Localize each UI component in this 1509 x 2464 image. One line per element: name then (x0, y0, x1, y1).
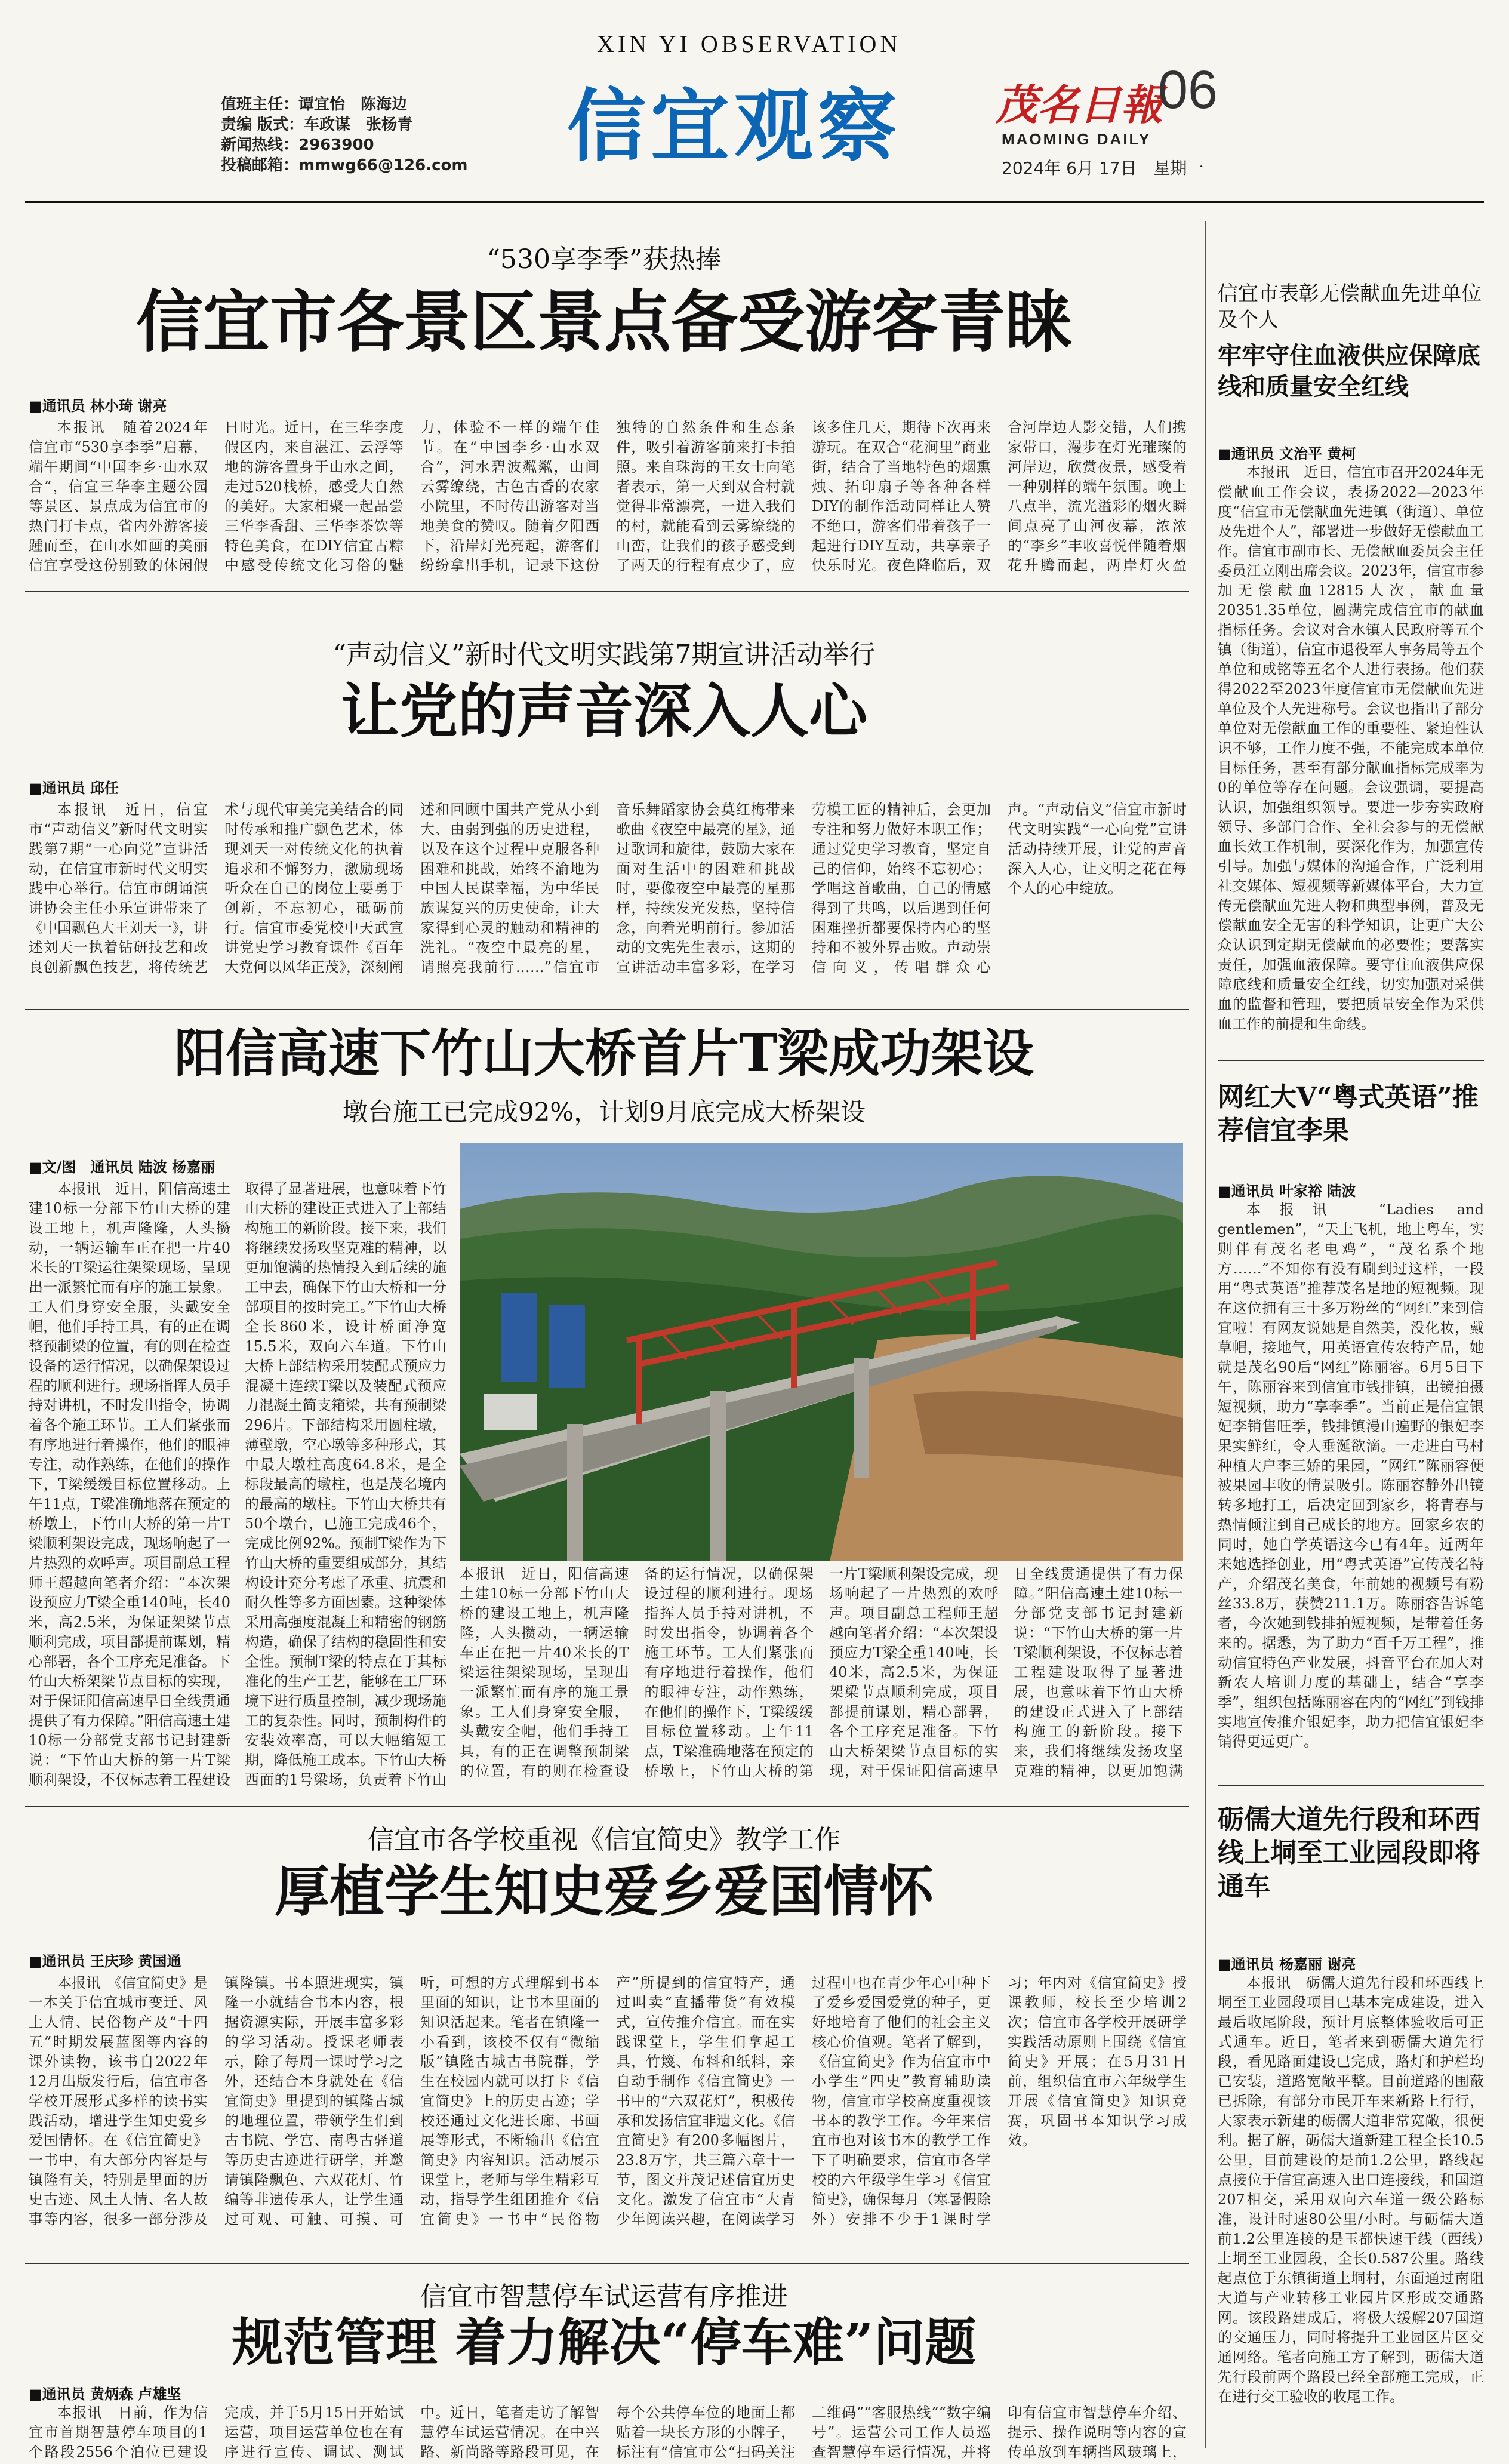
parking-text: 本报讯 日前，作为信宜市首期智慧停车项目的1个路段2556个泊位已建设完成，并于5月15日开始试运营，项目运营单位也在有序进行宣传、调试、测试中。近日，笔者走访了解智慧停车试运营情况。在中兴路、新尚路等路段可见，在每个公共停车位的地面上都贴着一块长方形的小牌子，标注有“信宜市公“扫码关注二维码”“客服热线”“数字编号”。运营公司工作人员巡查智慧停车运行情况，并将印有信宜市智慧停车介绍、提示、操作说明等内容的宣传单放到车辆挡风玻璃上， (29, 2404, 1187, 2460)
masthead (0, 0, 1509, 203)
history-byline: ■通讯员 王庆珍 黄国通 (29, 1953, 181, 1970)
bridge-headline: 阳信高速下竹山大桥首片T梁成功架设 (174, 1023, 1034, 1084)
bridge-text-cont: 本报讯 近日，阳信高速土建10标一分部下竹山大桥的建设工地上，机声隆隆，人头攒动，一辆运输车正在把一片40米长的T梁运往架梁现场，呈现出一派繁忙而有序的施工景象。工人们身穿安全服，头戴安全帽，他们手持工具，有的正在调整预制梁的位置，有的则在检查设备的运行情况，以确保架设过程的顺利进行。现场指挥人员手持对讲机，不时发出指令，协调着各个施工环节。工人们紧张而有序地进行着操作，他们的眼神专注，动作熟练，在他们的操作下，T梁缓缓目标位置移动。上午11点，T梁准确地落在预定的桥墩上，下竹山大桥的第一片T梁顺利架设完成，现场响起了一片热烈的欢呼声。项目副总工程师王超越向笔者介绍：“本次架设预应力T梁全重140吨，长40米，高2.5米，为保证架梁节点顺利完成，项目部提前谋划，精心部署，各个工序充足准备。下竹山大桥架梁节点目标的实现，对于保证阳信高速早日全线贯通提供了有力保障。”阳信高速土建10标一分部党支部书记封建新说：“下竹山大桥的第一片T梁顺利架设，不仅标志着工程建设取得了显著进展，也意味着下竹山大桥的建设正式进入了上部结构施工的新阶段。接下来，我们将继续发扬攻坚克难的精神，以更加饱满 (460, 1565, 1183, 1779)
parking-kicker: 信宜市智慧停车试运营有序推进 (420, 2281, 788, 2312)
tourism-kicker: “530享李季”获热捧 (486, 244, 722, 275)
staff-editors: 责编 版式：车政谋 张杨青 (221, 116, 413, 134)
party-byline: ■通讯员 邱任 (29, 780, 119, 796)
party-kicker: “声动信义”新时代文明实践第7期宣讲活动举行 (332, 639, 876, 670)
road-text: 本报讯 砺儒大道先行段和环西线上垌至工业园段项目已基本完成建设，进入最后收尾阶段，预计月底整体验收后可正式通车。近日，笔者来到砺儒大道先行段，看见路面建设已完成，路灯和护栏均已安装，道路宽敞平整。目前道路的围蔽已拆除，有部分市民开车来新路上行行，大家表示新建的砺儒大道非常宽敞，很便利。据了解，砺儒大道新建工程全长10.5公里，目前建设的是前1.2公里，路线起点接位于信宜高速入出口连接线，和国道207相交，采用双向六车道一级公路标准，设计时速80公里/小时。与砺儒大道前1.2公里连接的是玉都快速干线（西线）上垌至工业园段，全长0.587公里。路线起点位于东镇街道上垌村，东面通过南阻大道与产业转移工业园片区形成交通路网。该段路建成后，将极大缓解207国道的交通压力，同时将提升工业园区片区交通网络。笔者向施工方了解到，砺儒大道先行段前两个路段已经全部施工完成，正在进行交工验收的收尾工作。 (1218, 1974, 1484, 2405)
parking-headline: 规范管理 着力解决“停车难”问题 (232, 2312, 977, 2373)
masthead-rule (25, 201, 1484, 203)
side-separator (1218, 1785, 1484, 1786)
page-number: 06 (1158, 60, 1218, 120)
news-hotline: 新闻热线：2963900 (221, 136, 374, 154)
party-headline: 让党的声音深入人心 (340, 677, 867, 746)
blood-text: 本报讯 近日，信宜市召开2024年无偿献血工作会议，表扬2022—2023年度“信宜市无偿献血先进镇（街道）、单位及先进个人”，部署进一步做好无偿献血工作。信宜市副市长、无偿献血委员会主任委员江立刚出席会议。2023年，信宜市参加无偿献血12815人次，献血量20351.35单位，圆满完成信宜市的献血指标任务。会议对合水镇人民政府等五个镇（街道），信宜市退役军人事务局等五个单位和成铭等五名个人进行表扬。他们获得2022至2023年度信宜市无偿献血先进单位及个人先进称号。会议也指出了部分单位对无偿献血工作的重要性、紧迫性认识不够，工作力度不强，不能完成本单位目标任务，甚至有部分献血指标完成率为0的单位等存在问题。会议强调，要提高认识，加强组织领导。要进一步夯实政府领导、多部门合作、全社会参与的无偿献血长效工作机制，要深化作为，加强宣传引导。加强与媒体的沟通合作，广泛利用社交媒体、短视频等新媒体平台，大力宣传无偿献血先进人物和典型事例，普及无偿献血安全无害的科学知识，让更广大公众认识到定期无偿献血的必要性；要落实责任，加强血液保障。要守住血液供应保障底线和质量安全红线，切实加强对采供血的监督和管理，要把质量安全作为采供血工作的前提和生命线。 (1218, 464, 1484, 1032)
blood-body (1218, 463, 1484, 1299)
staff-duty: 值班主任：谭宜怡 陈海边 (221, 96, 408, 113)
road-headline: 砺儒大道先行段和环西线上垌至工业园段即将通车 (1218, 1804, 1480, 1902)
section-separator (25, 591, 1189, 592)
history-body (29, 1973, 1187, 2254)
english-text: 本报讯 “Ladies and gentlemen”，“天上飞机，地上粤车，实则伴有茂名老电鸡”，“茂名系个地方……”不知你有没有刷到过这样，一段用“粤式英语”推荐茂名是地的短视频。现在这位拥有三十多万粉丝的“网红”来到信宜啦！有网友说她是自然美，没化妆，戴草帽，接地气，用英语宣传农特产品，她就是茂名90后“网红”陈丽容。6月5日下午，陈丽容来到信宜市钱排镇，出镜拍摄短视频，助力“享李季”。当前正是信宜银妃李销售旺季，钱排镇漫山遍野的银妃李果实鲜红，令人垂涎欲滴。一走进白马村种植大户李三娇的果园，“网红”陈丽容便被果园丰收的情景吸引。陈丽容静外出镜转多地打工，后决定回到家乡，将青春与热情倾注到自己成长的地方。回家乡农的同时，她自学英语这今已有4年。近两年来她选择创业，用“粤式英语”宣传茂名特产，介绍茂名美食，年前她的视频号有粉丝33.8万，获赞211.1万。陈丽容告诉笔者，今次她到钱排拍短视频，是带着任务来的。据悉，为了助力“百千万工程”，推动信宜特色产业发展，抖音平台在加大对新农人培训力度的基础上，结合“享李季”，组织包括陈丽容在内的“网红”到钱排实地宣传推介银妃李，助力把信宜银妃李销得更远更广。 (1218, 1201, 1484, 1750)
blood-subhead: 牢牢守住血液供应保障底线和质量安全红线 (1218, 342, 1480, 401)
side-separator (1218, 1060, 1484, 1061)
blood-byline: ■通讯员 文治平 黄柯 (1218, 445, 1356, 462)
road-body (1218, 1973, 1484, 2451)
issue-date: 2024年 6月 17日 星期一 (1002, 158, 1204, 178)
history-kicker: 信宜市各学校重视《信宜简史》教学工作 (368, 1825, 840, 1855)
section-separator (25, 2263, 1189, 2264)
section-separator (25, 1009, 1189, 1010)
blood-headline: 信宜市表彰无偿献血先进单位及个人 (1218, 282, 1482, 332)
column-divider (1205, 221, 1206, 2448)
history-text: 本报讯 《信宜简史》是一本关于信宜城市变迁、风土人情、民俗物产及“十四五”时期发展蓝图等内容的课外读物，该书自2022年12月出版发行后，信宜市各学校开展形式多样的读书实践活动，增进学生知史爱乡爱国情怀。在《信宜简史》一书中，有大部分内容是与镇隆有关，特别是里面的历史古迹、风土人情、名人故事等内容，很多一部分涉及镇隆镇。书本照进现实，镇隆一小就结合书本内容，根据资源实际，开展丰富多彩的学习活动。授课老师表示，除了每周一课时学习之外，还结合本身就处在《信宜简史》里提到的镇隆古城的地理位置，带领学生们到古书院、学宫、南粤古驿道等历史古迹进行研学，并邀请镇隆飘色、六双花灯、竹编等非遗传承人，让学生通过可观、可触、可摸、可听，可想的方式理解到书本里面的知识，让书本里面的知识活起来。笔者在镇隆一小看到，该校不仅有“微缩版”镇隆古城古书院群，学生在校园内就可以打卡《信宜简史》上的历史古迹；学校还通过文化进长廊、书画展等形式，不断输出《信宜简史》内容知识。活动展示课堂上，老师与学生精彩互动，指导学生组团推介《信宜简史》一书中“民俗物产”所提到的信宜特产，通过叫卖“直播带货”有效模式，宣传推介信宜。而在实践课堂上，学生们拿起工具，竹篾、布料和纸料，亲自动手制作《信宜简史》一书中的“六双花灯”，积极传承和发扬信宜非遗文化。《信宜简史》有200多幅图片，23.8万字，共三篇六章十一节，图文并茂记述信宜历史文化。激发了信宜市“大青少年阅读兴趣，在阅读学习过程中也在青少年心中种下了爱乡爱国爱党的种子，更好地培育了他们的社会主义核心价值观。笔者了解到，《信宜简史》作为信宜市中小学生“四史”教育辅助读物，信宜市学校高度重视该书本的教学工作。今年来信宜市也对该书本的教学工作下了明确要求，信宜市各学校的六年级学生学习《信宜简史》，确保每月（寒暑假除外）安排不少于1课时学习；年内对《信宜简史》授课教师，校长至少培训2次；信宜市各学校开展研学实践活动原则上围绕《信宜简史》开展；在5月31日前，组织信宜市六年级学生开展《信宜简史》知识竞赛，巩固书本知识学习成效。 (29, 1974, 1187, 2228)
history-headline: 厚植学生知史爱乡爱国情怀 (274, 1859, 934, 1924)
right-column (1218, 221, 1484, 2454)
parking-body (29, 2403, 1187, 2463)
newspaper-name-en: MAOMING DAILY (1002, 130, 1151, 148)
road-byline: ■通讯员 杨嘉丽 谢亮 (1218, 1956, 1356, 1973)
tourism-body (29, 418, 1187, 579)
bridge-photo-illustration (460, 1143, 1183, 1561)
bridge-body-right (460, 1564, 1183, 1794)
staff-list (221, 94, 555, 176)
bridge-byline: ■文/图 通讯员 陆波 杨嘉丽 (29, 1159, 215, 1176)
newspaper-logo: 茂名日報 (996, 80, 1163, 130)
bridge-photo (460, 1143, 1183, 1561)
bridge-text: 本报讯 近日，阳信高速土建10标一分部下竹山大桥的建设工地上，机声隆隆，人头攒动，一辆运输车正在把一片40米长的T梁运往架梁现场，呈现出一派繁忙而有序的施工景象。工人们身穿安全服，头戴安全帽，他们手持工具，有的正在调整预制梁的位置，有的则在检查设备的运行情况，以确保架设过程的顺利进行。现场指挥人员手持对讲机，不时发出指令，协调着各个施工环节。工人们紧张而有序地进行着操作，他们的眼神专注，动作熟练，在他们的操作下，T梁缓缓目标位置移动。上午11点，T梁准确地落在预定的桥墩上，下竹山大桥的第一片T梁顺利架设完成，现场响起了一片热烈的欢呼声。项目副总工程师王超越向笔者介绍：“本次架设预应力T梁全重140吨，长40米，高2.5米，为保证架梁节点顺利完成，项目部提前谋划，精心部署，各个工序充足准备。下竹山大桥架梁节点目标的实现，对于保证阳信高速早日全线贯通提供了有力保障。”阳信高速土建10标一分部党支部书记封建新说：“下竹山大桥的第一片T梁顺利架设，不仅标志着工程建设取得了显著进展，也意味着下竹山大桥的建设正式进入了上部结构施工的新阶段。接下来，我们将继续发扬攻坚克难的精神，以更加饱满的热情投入到后续的施工中去，确保下竹山大桥和一分部项目的按时完工。”下竹山大桥全长860米，设计桥面净宽15.5米，双向六车道。下竹山大桥上部结构采用装配式预应力混凝土连续T梁以及装配式预应力混凝土简支箱梁，共有预制梁296片。下部结构采用圆柱墩，薄壁墩，空心墩等多种形式，其中最大墩柱高度64.8米，是全标段最高的墩柱，也是茂名境内的最高的墩柱。下竹山大桥共有50个墩台，已施工完成46个，完成比例92%。预制T梁作为下竹山大桥的重要组成部分，其结构设计充分考虑了承重、抗震和耐久性等多方面因素。这种梁体采用高强度混凝土和精密的钢筋构造，确保了结构的稳固性和安全性。预制T梁的特点在于其标准化的生产工艺，能够在工厂环境下进行质量控制，减少现场施工的复杂性。同时，预制构件的安装效率高，可以大幅缩短工期，降低施工成本。下竹山大桥西面的1号梁场，负责着下竹山 (29, 1180, 446, 1788)
party-body (29, 800, 1187, 997)
party-text: 本报讯 近日，信宜市“声动信义”新时代文明实践第7期“一心向党”宣讲活动，在信宜市新时代文明实践中心举行。信宜市朗诵演讲协会主任小乐宣讲带来了《中国飘色大王刘天一》，讲述刘天一执着钻研技艺和改良创新飘色技艺，将传统艺术与现代审美完美结合的同时传承和推广飘色艺术，体现刘天一对传统文化的执着追求和不懈努力，激励现场听众在自己的岗位上要勇于创新，不忘初心，砥砺前行。信宜市委党校中天武宣讲党史学习教育课件《百年大党何以风华正茂》，深刻阐述和回顾中国共产党从小到大、由弱到强的历史进程，以及在这个过程中克服各种困难和挑战，始终不渝地为中国人民谋幸福，为中华民族谋复兴的历史使命，让大家得到心灵的触动和精神的洗礼。“夜空中最亮的星，请照亮我前行……”信宜市音乐舞蹈家协会莫红梅带来歌曲《夜空中最亮的星》，通过歌词和旋律，鼓励大家在面对生活中的困难和挑战时，要像夜空中最亮的星那样，持续发光发热，坚持信念，向着光明前行。参加活动的文宪先生表示，这期的宣讲活动丰富多彩，在学习劳模工匠的精神后，会更加专注和努力做好本职工作；通过党史学习教育，坚定自己的信仰，始终不忘初心；学唱这首歌曲，自己的情感得到了共鸣，以后遇到任何困难挫折都要保持内心的坚持和不被外界击败。声动崇信向义，传唱群众心声。“声动信义”信宜市新时代文明实践“一心向党”宣讲活动持续开展，让党的声音深入人心，让文明之花在每个人的心中绽放。 (29, 801, 1187, 976)
section-title-en: XIN YI OBSERVATION (597, 30, 901, 57)
parking-byline: ■通讯员 黄炳森 卢雄坚 (29, 2386, 181, 2403)
tourism-byline: ■通讯员 林小琦 谢亮 (29, 398, 167, 414)
section-title: 信宜观察 (567, 80, 901, 173)
english-headline: 网红大V“粤式英语”推荐信宜李果 (1218, 1082, 1479, 1146)
tourism-headline: 信宜市各景区景点备受游客青睐 (136, 283, 1072, 361)
section-separator (25, 1806, 1189, 1807)
bridge-body-left (29, 1179, 446, 1794)
tourism-text: 本报讯 随着2024年信宜市“530享李季”启幕，端午期间“中国李乡·山水双合”，信宜三华李主题公园等景区、景点成为信宜市的热门打卡点，省内外游客接踵而至，在山水如画的美丽信宜享受这份别致的休闲假日时光。近日，在三华李度假区内，来自湛江、云浮等地的游客置身于山水之间，走过520栈桥，感受大自然的美好。大家相聚一起品尝三华李香甜、三华李茶饮等特色美食，在DIY信宜古粽中感受传统文化习俗的魅力，体验不一样的端午佳节。在“中国李乡·山水双合”，河水碧波粼粼，山间云雾缭绕，古色古香的农家小院里，不时传出游客对当地美食的赞叹。随着夕阳西下，沿岸灯光亮起，游客们纷纷拿出手机，记录下这份独特的自然条件和生态条件，吸引着游客前来打卡拍照。来自珠海的王女士向笔者表示，第一天到双合村就觉得非常漂亮，一进入我们的村，就能看到云雾缭绕的山峦，让我们的孩子感受到了两天的行程有点少了，应该多住几天，期待下次再来游玩。在双合“花涧里”商业街，结合了当地特色的烟熏烛、拓印扇子等各种各样DIY的制作活动同样让人赞不绝口，游客们带着孩子一起进行DIY互动，共享亲子快乐时光。夜色降临后，双合河岸边人影交错，人们携家带口，漫步在灯光璀璨的河岸边，欣赏夜景，感受着一种别样的端午氛围。晚上八点半，流光溢彩的烟火瞬间点亮了山河夜幕，浓浓的“李乡”丰收喜悦伴随着烟花升腾而起，两岸灯火盈 (29, 419, 1187, 574)
english-byline: ■通讯员 叶家裕 陆波 (1218, 1183, 1356, 1199)
bridge-subhead: 墩台施工已完成92%，计划9月底完成大桥架设 (342, 1097, 866, 1127)
submission-email: 投稿邮箱：mmwg66@126.com (221, 156, 468, 174)
